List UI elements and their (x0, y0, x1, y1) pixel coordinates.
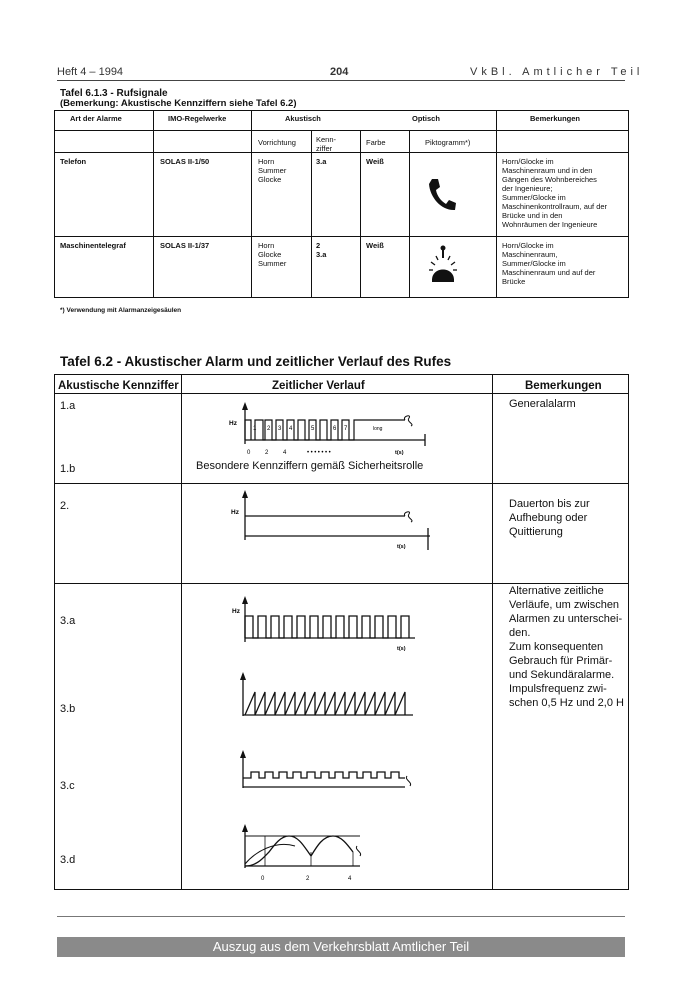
row2-kennziffer: 2 3.a (316, 241, 327, 259)
row1-imo: SOLAS II-1/50 (160, 157, 210, 166)
svg-text:0: 0 (247, 450, 251, 456)
col-akustisch: Akustisch (285, 114, 321, 123)
svg-text:4: 4 (289, 426, 293, 432)
subcol-piktogramm: Piktogramm*) (425, 138, 471, 147)
col-bemerkungen2: Bemerkungen (525, 380, 602, 392)
row1-vorrichtung: Horn Summer Glocke (258, 157, 287, 184)
svg-text:2: 2 (265, 450, 269, 456)
svg-text:5: 5 (311, 426, 315, 432)
telephone-icon (425, 176, 457, 214)
row-3-bemerkung: Alternative zeitliche Verläufe, um zwischen Alarmen zu unterschei- den. Zum konsequenten Gebrauch für Primär- und Sekundäralarme. Impulsfrequenz zwi- schen 0,5 Hz und 2,0 H (509, 585, 624, 709)
col-bemerkungen: Bemerkungen (530, 114, 581, 123)
row-3a-id: 3.a (60, 615, 76, 627)
svg-text:3: 3 (278, 426, 282, 432)
col-kennziffer: Akustische Kennziffer (58, 380, 179, 392)
engine-telegraph-icon (428, 244, 458, 284)
svg-text:6: 6 (333, 426, 337, 432)
svg-text:t(s): t(s) (397, 544, 406, 550)
diagram-3c (235, 748, 415, 792)
svg-text:•••••••: ••••••• (307, 450, 333, 456)
header-issue: Heft 4 – 1994 (57, 66, 124, 78)
svg-text:2: 2 (306, 876, 310, 882)
row1-farbe: Weiß (366, 157, 384, 166)
col-optisch: Optisch (412, 114, 440, 123)
table1-footnote: *) Verwendung mit Alarmanzeigesäulen (60, 307, 182, 314)
subcol-kennziffer: Kenn- ziffer (316, 135, 337, 153)
subcol-vorrichtung: Vorrichtung (258, 138, 296, 147)
row2-bemerkungen: Horn/Glocke im Maschinenraum, Summer/Glocke im Maschinenraum und auf der Brücke (502, 241, 596, 286)
svg-text:long: long (373, 426, 383, 432)
svg-text:Hz: Hz (232, 608, 240, 615)
footer-banner: Auszug aus dem Verkehrsblatt Amtlicher Teil (57, 937, 625, 957)
diagram-1a (225, 400, 430, 460)
header-rule (57, 80, 625, 81)
svg-text:t(s): t(s) (397, 646, 406, 652)
svg-text:Hz: Hz (231, 509, 239, 516)
svg-text:7: 7 (344, 426, 348, 432)
table1-title: Tafel 6.1.3 - Rufsignale (60, 88, 168, 99)
row-1-bemerkung: Generalalarm (509, 398, 576, 410)
row-1b-id: 1.b (60, 463, 76, 475)
row-3c-id: 3.c (60, 780, 75, 792)
svg-text:2: 2 (267, 426, 271, 432)
row-2-id: 2. (60, 500, 70, 512)
diagram-2 (225, 486, 435, 556)
row2-imo: SOLAS II-1/37 (160, 241, 210, 250)
svg-text:4: 4 (348, 876, 352, 882)
row1-alarm: Telefon (60, 157, 87, 166)
svg-text:1: 1 (253, 426, 257, 432)
row-1a-id: 1.a (60, 400, 76, 412)
row-1b-note: Besondere Kennziffern gemäß Sicherheitsrolle (196, 460, 424, 472)
svg-text:0: 0 (261, 876, 265, 882)
row2-farbe: Weiß (366, 241, 384, 250)
header-journal: VkBl. Amtlicher Teil (470, 66, 644, 78)
row2-vorrichtung: Horn Glocke Summer (258, 241, 287, 268)
svg-text:4: 4 (283, 450, 287, 456)
diagram-1a-ylabel: Hz (229, 420, 237, 427)
row1-bemerkungen: Horn/Glocke im Maschinenraum und in den Gängen des Wohnbereiches der Ingenieure; Summer/Glocke im Maschinenkontrollraum, auf der Brücke und in den Wohnräumen der Ingenieure (502, 157, 608, 229)
page-number: 204 (330, 66, 349, 78)
diagram-3a (225, 594, 425, 656)
footer-rule (57, 916, 625, 917)
diagram-3b (235, 670, 415, 720)
col-imo: IMO-Regelwerke (168, 114, 227, 123)
row-2-bemerkung: Dauerton bis zur Aufhebung oder Quittierung (509, 498, 590, 538)
row1-kennziffer: 3.a (316, 157, 327, 166)
row-3d-id: 3.d (60, 854, 76, 866)
col-alarm: Art der Alarme (70, 114, 122, 123)
svg-text:t(s): t(s) (395, 450, 404, 456)
table2-title: Tafel 6.2 - Akustischer Alarm und zeitlicher Verlauf des Rufes (60, 354, 452, 369)
diagram-3d (235, 822, 425, 886)
subcol-farbe: Farbe (366, 138, 386, 147)
row-3b-id: 3.b (60, 703, 76, 715)
table1-subtitle: (Bemerkung: Akustische Kennziffern siehe Tafel 6.2) (60, 98, 297, 109)
col-verlauf: Zeitlicher Verlauf (272, 380, 365, 392)
row2-alarm: Maschinentelegraf (60, 241, 126, 250)
